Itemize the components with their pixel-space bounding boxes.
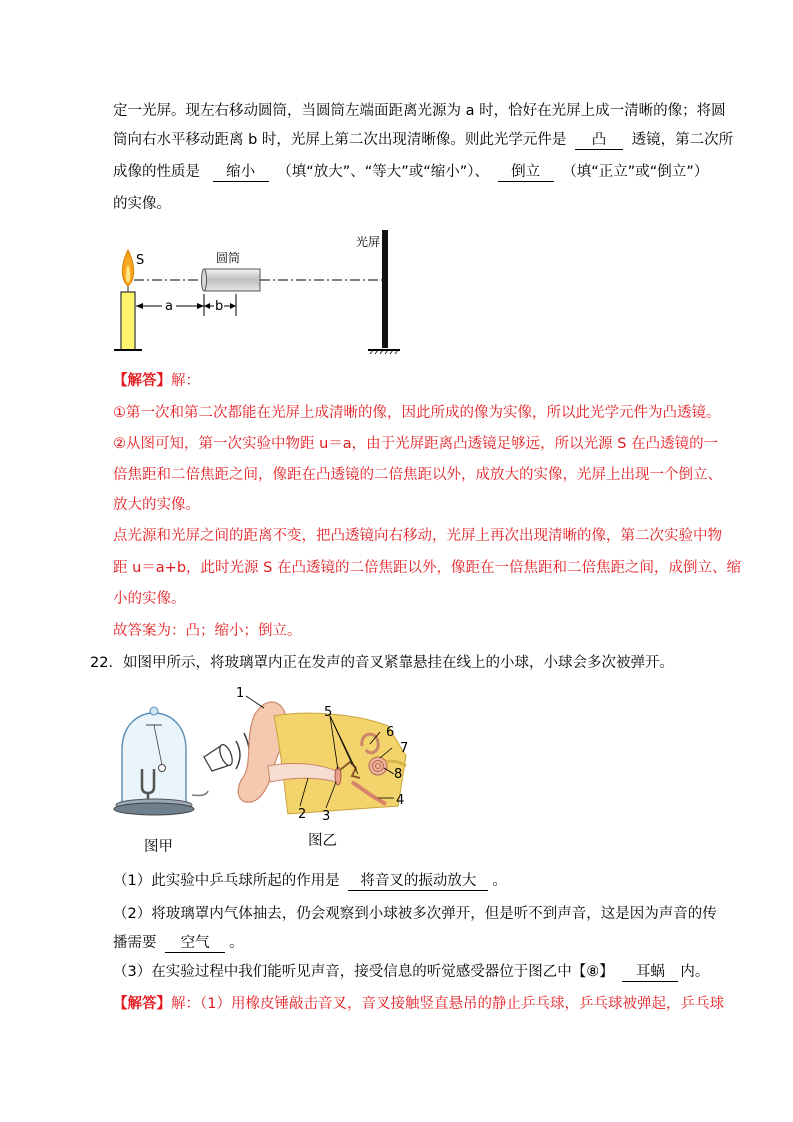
label-b: b [215,299,224,314]
ping-pong-ball [159,765,166,772]
figure-a-caption: 图甲 [144,839,173,855]
tube-cylinder [204,269,260,291]
answer-heading-suffix: 解： [171,373,200,389]
label-screen: 光屏 [356,235,381,249]
answer-final-21: 故答案为：凸；缩小；倒立。 [113,623,302,639]
ear-anatomy-figure [228,686,418,826]
answer-heading-label: 【解答】 [113,373,171,389]
ear-label-5: 5 [324,705,333,720]
q21-text-line-3 [113,162,708,182]
sub-question-2-line2 [113,933,244,953]
ear-label-8: 8 [394,767,403,782]
circled-eight-mark: ⑧ [586,964,600,980]
candle-body [121,292,135,350]
q21-line3-mid: （填“放大”、“等大”或“缩小”）、 [277,164,490,180]
answer-p1: ①第一次和第二次都能在光屏上成清晰的像，因此所成的像为实像，所以此光学元件为凸透镜。 [113,405,721,421]
answer-heading-21 [113,371,200,391]
sub2-suffix: 。 [229,935,244,951]
blank-receptor: 耳蜗 [622,964,678,982]
answer-22-line1 [113,994,724,1014]
answer-p3-line1: 点光源和光屏之间的距离不变，把凸透镜向右移动，光屏上再次出现清晰的像，第二次实验中物 [113,528,722,544]
sub3-bracket: 】 [599,964,614,980]
blank-ball-role: 将音叉的振动放大 [348,873,488,891]
ear-label-2: 2 [298,807,307,822]
sub1-prefix: （1）此实验中乒乓球所起的作用是 [113,873,340,889]
sub-question-2-line1: （2）将玻璃罩内气体抽去，仍会观察到小球被多次弹开，但是听不到声音，这是因为声音的传 [113,906,717,922]
answer-p2-line2: 倍焦距和二倍焦距之间，像距在凸透镜的二倍焦距以外，成放大的实像，光屏上出现一个倒立、 [113,467,722,483]
sub2-prefix: 播需要 [113,935,157,951]
sub1-suffix: 。 [492,873,507,889]
ear-label-3: 3 [322,809,331,824]
answer-22-heading: 【解答】 [113,996,171,1012]
q21-line2-pre: 筒向右水平移动距离 b 时，光屏上第二次出现清晰像。则此光学元件是 [113,132,567,148]
optics-diagram [110,228,410,356]
label-a: a [165,299,173,314]
answer-p2-line3: 放大的实像。 [113,497,200,513]
light-screen [382,230,388,348]
question-number: 22． [90,655,123,671]
question-22-stem [90,653,674,673]
ear-label-6: 6 [386,725,395,740]
ear-label-4: 4 [396,793,405,808]
label-tube: 圆筒 [216,251,241,265]
answer-22-text: 解：（1）用橡皮锤敲击音叉，音叉接触竖直悬吊的静止乒乓球，乒乓球被弹起，乒乓球 [171,996,724,1012]
sub3-suffix: 内。 [680,964,710,980]
sub3-prefix: （3）在实验过程中我们能听见声音，接受信息的听觉感受器位于图乙中【 [113,964,587,980]
blank-lens-type: 凸 [575,132,623,150]
q21-text-line-1: 定一光屏。现左右移动圆筒，当圆筒左端面距离光源为 a 时，恰好在光屏上成一清晰的像；将圆 [113,103,726,119]
label-s: S [136,253,145,268]
question-stem-text: 如图甲所示，将玻璃罩内正在发声的音叉紧靠悬挂在线上的小球，小球会多次被弹开。 [122,655,674,671]
figure-b-caption: 图乙 [308,833,337,849]
q21-text-line-2 [113,130,733,150]
blank-image-orientation: 倒立 [498,164,554,182]
q21-line3-pre: 成像的性质是 [113,164,200,180]
sub-question-1 [113,871,507,891]
q21-text-line-4: 的实像。 [113,196,171,212]
blank-medium: 空气 [165,935,225,953]
answer-p2-line1: ②从图可知，第一次实验中物距 u＝a，由于光屏距离凸透镜足够远，所以光源 S 在凸透镜的一 [113,436,719,452]
blank-image-size: 缩小 [213,164,269,182]
sub-question-3 [113,962,709,982]
answer-p3-line2: 距 u＝a+b，此时光源 S 在凸透镜的二倍焦距以外，像距在一倍焦距和二倍焦距之间，成倒立、缩 [113,560,741,576]
ear-label-1: 1 [236,686,245,701]
q21-line2-post: 透镜，第二次所 [631,132,734,148]
ear-label-7: 7 [400,741,409,756]
q21-line3-post: （填“正立”或“倒立”） [562,164,709,180]
cochlea-icon [369,757,387,775]
answer-p3-line3: 小的实像。 [113,591,186,607]
